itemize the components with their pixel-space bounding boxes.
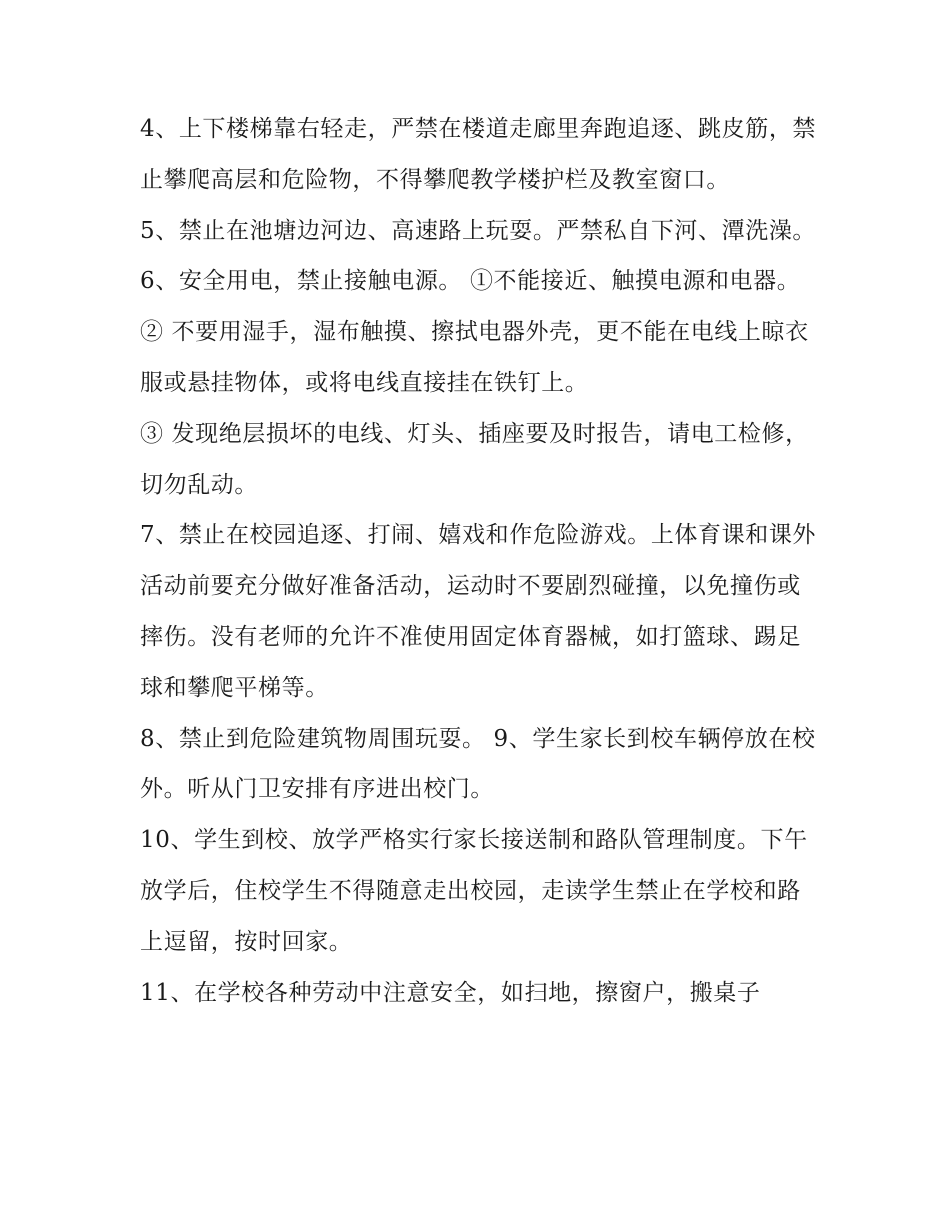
paragraph-rule-11: 11、在学校各种劳动中注意安全，如扫地，擦窗户，搬桌子 [140,979,761,1006]
paragraph-rule-6-2: ② 不要用湿手，湿布触摸、擦拭电器外壳，更不能在电线上晾衣服或悬挂物体，或将电线直接挂在铁钉上。 [140,319,809,396]
paragraph-rule-4: 4、上下楼梯靠右轻走，严禁在楼道走廊里奔跑追逐、跳皮筋，禁止攀爬高层和危险物，不得攀爬教学楼护栏及教室窗口。 [140,116,817,193]
paragraph-rule-6-3: ③ 发现绝层损坏的电线、灯头、插座要及时报告，请电工检修，切勿乱动。 [140,420,809,498]
paragraph-rule-8-9: 8、禁止到危险建筑物周围玩耍。 9、学生家长到校车辆停放在校外。听从门卫安排有序进出校门。 [140,725,816,803]
document-body [140,104,820,1018]
paragraph-rule-7: 7、禁止在校园追逐、打闹、嬉戏和作危险游戏。上体育课和课外活动前要充分做好准备活动，运动时不要剧烈碰撞，以免撞伤或摔伤。没有老师的允许不准使用固定体育器械，如打篮球、踢足球和攀爬平梯等。 [140,522,817,701]
paragraph-rule-5-6: 5、禁止在池塘边河边、高速路上玩耍。严禁私自下河、潭洗澡。 6、安全用电，禁止接触电源。 ①不能接近、触摸电源和电器。 [140,217,817,295]
paragraph-rule-10: 10、学生到校、放学严格实行家长接送制和路队管理制度。下午放学后，住校学生不得随意走出校园，走读学生禁止在学校和路上逗留，按时回家。 [140,827,808,955]
